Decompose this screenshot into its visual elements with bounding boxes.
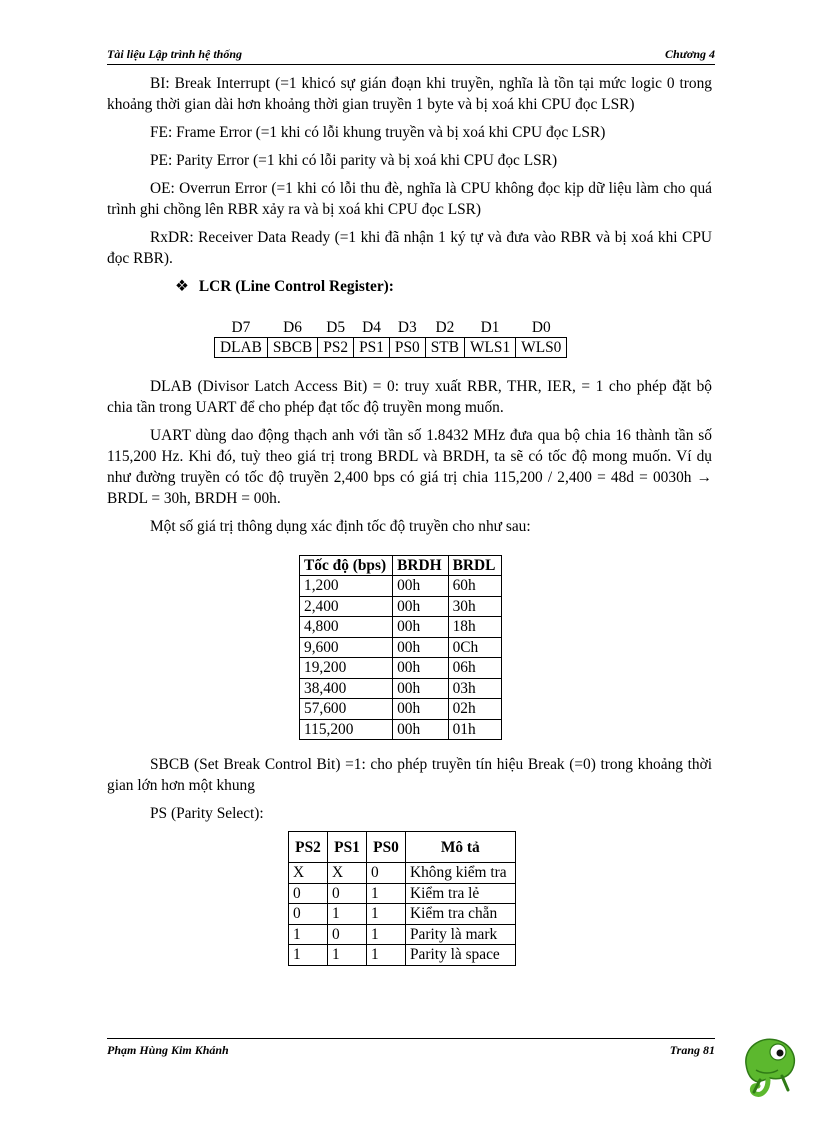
brdh-cell: 00h [393, 617, 448, 638]
brdh-cell: 00h [393, 699, 448, 720]
footer-divider [107, 1038, 715, 1039]
baud-rate-table [299, 555, 502, 740]
bit-name: STB [425, 338, 464, 358]
bit-name: WLS0 [516, 338, 567, 358]
brdh-cell: 00h [393, 658, 448, 679]
bit-label: D0 [531, 319, 551, 336]
table-row [300, 617, 502, 638]
bit-label: D1 [480, 319, 500, 336]
paragraph-sbcb: SBCB (Set Break Control Bit) =1: cho phép truyền tín hiệu Break (=0) trong khoảng thời gian lớn hơn một khung [107, 756, 712, 794]
column-header-speed: Tốc độ (bps) [300, 556, 393, 576]
bit-label: D7 [231, 319, 251, 336]
ps1-cell: 0 [328, 883, 367, 904]
bit-name: PS0 [389, 338, 425, 358]
brdh-cell: 00h [393, 678, 448, 699]
brdl-cell: 18h [448, 617, 502, 638]
brdl-cell: 0Ch [448, 637, 502, 658]
lcr-bit-labels-row [215, 318, 567, 338]
ps1-cell: 1 [328, 904, 367, 925]
bit-name: DLAB [215, 338, 268, 358]
bit-label: D3 [397, 319, 417, 336]
column-header-description: Mô tả [406, 832, 516, 863]
brdh-cell: 00h [393, 576, 448, 597]
paragraph-common-values: Một số giá trị thông dụng xác định tốc độ truyền cho như sau: [150, 518, 531, 535]
table-header-row [289, 832, 516, 863]
bit-label: D5 [326, 319, 346, 336]
table-row [300, 719, 502, 740]
diamond-bullet-icon: ❖ [175, 278, 189, 295]
description-cell: Kiểm tra lẻ [406, 883, 516, 904]
bit-label: D6 [283, 319, 302, 336]
ps1-cell: X [328, 863, 367, 884]
table-row [300, 678, 502, 699]
paragraph-fe: FE: Frame Error (=1 khi có lỗi khung truyền và bị xoá khi CPU đọc LSR) [150, 124, 606, 141]
section-title: LCR (Line Control Register): [198, 278, 394, 295]
table-row [300, 699, 502, 720]
table-row [289, 924, 516, 945]
table-row [289, 904, 516, 925]
bit-label: D2 [435, 319, 455, 336]
column-header-brdl: BRDL [448, 556, 502, 576]
page-header [107, 47, 715, 62]
brdl-cell: 06h [448, 658, 502, 679]
footer-page-number: Trang 81 [669, 1043, 715, 1057]
lcr-register-table [214, 318, 567, 358]
brdl-cell: 01h [448, 719, 502, 740]
brdl-cell: 60h [448, 576, 502, 597]
brdh-cell: 00h [393, 719, 448, 740]
ps0-cell: 1 [367, 945, 406, 966]
paragraph-oe: OE: Overrun Error (=1 khi có lỗi thu đè, nghĩa là CPU không đọc kịp dữ liệu làm cho quá trình ghi chồng lên RBR xảy ra và bị xoá khi CPU đọc LSR) [107, 180, 712, 218]
ps0-cell: 0 [367, 863, 406, 884]
ps0-cell: 1 [367, 883, 406, 904]
speed-cell: 1,200 [300, 576, 393, 597]
table-row [300, 637, 502, 658]
speed-cell: 2,400 [300, 596, 393, 617]
ps0-cell: 1 [367, 904, 406, 925]
speed-cell: 38,400 [300, 678, 393, 699]
paragraph-pe: PE: Parity Error (=1 khi có lỗi parity và bị xoá khi CPU đọc LSR) [150, 152, 558, 169]
bit-name: WLS1 [464, 338, 515, 358]
chameleon-mascot-icon [738, 1030, 804, 1106]
paragraph-ps: PS (Parity Select): [150, 805, 264, 822]
brdl-cell: 03h [448, 678, 502, 699]
ps2-cell: 1 [289, 924, 328, 945]
brdl-cell: 30h [448, 596, 502, 617]
speed-cell: 4,800 [300, 617, 393, 638]
ps2-cell: 0 [289, 904, 328, 925]
table-header-row [300, 556, 502, 576]
section-heading-lcr [107, 276, 712, 297]
paragraph-bi: BI: Break Interrupt (=1 khicó sự gián đoạn khi truyền, nghĩa là tồn tại mức logic 0 trong khoảng thời gian dài hơn khoảng thời gian truyền 1 byte và bị xoá khi CPU đọc LSR) [107, 75, 712, 113]
ps0-cell: 1 [367, 924, 406, 945]
paragraph-rxdr: RxDR: Receiver Data Ready (=1 khi đã nhận 1 ký tự và đưa vào RBR và bị xoá khi CPU đọc RBR). [107, 229, 712, 267]
ps2-cell: X [289, 863, 328, 884]
description-cell: Parity là mark [406, 924, 516, 945]
speed-cell: 9,600 [300, 637, 393, 658]
table-row [289, 863, 516, 884]
page-body [107, 73, 712, 966]
table-row [289, 883, 516, 904]
lcr-bit-names-row [215, 338, 567, 358]
ps1-cell: 0 [328, 924, 367, 945]
column-header-ps0: PS0 [367, 832, 406, 863]
bit-name: SBCB [267, 338, 317, 358]
header-doc-title: Tài liệu Lập trình hệ thống [107, 47, 243, 61]
speed-cell: 57,600 [300, 699, 393, 720]
table-row [300, 596, 502, 617]
brdh-cell: 00h [393, 637, 448, 658]
paragraph-dlab: DLAB (Divisor Latch Access Bit) = 0: truy xuất RBR, THR, IER, = 1 cho phép đặt bộ chia tần trong UART để cho phép đạt tốc độ truyền mong muốn. [107, 378, 712, 416]
speed-cell: 115,200 [300, 719, 393, 740]
column-header-brdh: BRDH [393, 556, 448, 576]
ps2-cell: 1 [289, 945, 328, 966]
description-cell: Parity là space [406, 945, 516, 966]
footer-author: Phạm Hùng Kim Khánh [107, 1043, 229, 1057]
bit-name: PS1 [354, 338, 390, 358]
table-row [300, 576, 502, 597]
column-header-ps2: PS2 [289, 832, 328, 863]
column-header-ps1: PS1 [328, 832, 367, 863]
header-chapter: Chương 4 [665, 47, 715, 61]
speed-cell: 19,200 [300, 658, 393, 679]
brdh-cell: 00h [393, 596, 448, 617]
brdl-cell: 02h [448, 699, 502, 720]
table-row [289, 945, 516, 966]
table-row [300, 658, 502, 679]
parity-select-table [288, 831, 516, 966]
header-divider [107, 64, 715, 65]
description-cell: Kiểm tra chẵn [406, 904, 516, 925]
description-cell: Không kiểm tra [406, 863, 516, 884]
page-footer [107, 1043, 715, 1058]
ps2-cell: 0 [289, 883, 328, 904]
bit-name: PS2 [318, 338, 354, 358]
paragraph-uart: UART dùng dao động thạch anh với tần số 1.8432 MHz đưa qua bộ chia 16 thành tần số 115,200 Hz. Khi đó, tuỳ theo giá trị trong BRDL và BRDH, ta sẽ có tốc độ mong muốn. Ví dụ như đường truyền có tốc độ truyền 2,400 bps có giá trị chia 115,200 / 2,400 = 48d = 0030h → BRDL = 30h, BRDH = 00h. [107, 427, 712, 507]
bit-label: D4 [362, 319, 381, 336]
ps1-cell: 1 [328, 945, 367, 966]
